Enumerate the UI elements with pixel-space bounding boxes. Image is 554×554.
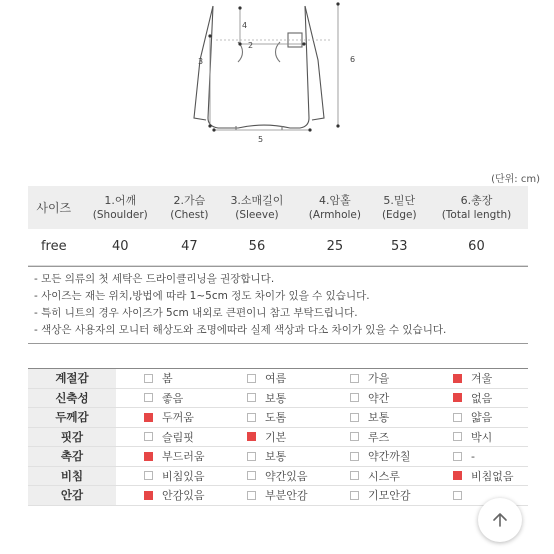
unchecked-box-icon [144,471,153,480]
attribute-option [116,487,219,503]
unchecked-box-icon [247,452,256,461]
attribute-row [28,369,528,389]
marker-3: 3 [198,57,204,66]
sweater-outline [194,6,324,130]
attribute-option [322,487,425,503]
attribute-option [425,370,528,386]
note-item: - 모든 의류의 첫 세탁은 드라이클리닝을 권장합니다. [34,273,275,285]
attribute-option-label: 보통 [265,450,287,464]
size-row-free [28,229,528,265]
attribute-option [116,409,219,425]
marker-4: 4 [242,21,248,30]
attribute-label: 핏감 [28,428,116,447]
attribute-option-label: 얇음 [471,411,493,425]
note-item: - 색상은 사용자의 모니터 해상도와 조명에따라 실제 색상과 다소 차이가 있을 수 있습니다. [34,324,447,336]
header-shoulder: 1.어깨 (Shoulder) [80,186,161,229]
attribute-label: 비침 [28,467,116,486]
size-cell: 25 [296,229,373,265]
attribute-option [116,370,219,386]
attribute-option-label: 두꺼움 [162,411,194,425]
care-notes [28,266,528,344]
checked-box-icon [144,491,153,500]
checked-box-icon [453,374,462,383]
header-edge: 5.밑단 (Edge) [374,186,425,229]
unchecked-box-icon [350,393,359,402]
arrow-up-icon [491,511,509,529]
attribute-option-label: 부분안감 [265,489,308,503]
unchecked-box-icon [247,413,256,422]
size-header-row [28,186,528,229]
attribute-option [219,468,322,484]
attribute-option-label: 비침있음 [162,469,205,483]
attribute-label: 두께감 [28,408,116,427]
attribute-option [322,409,425,425]
attribute-option-label: 약간있음 [265,469,308,483]
attribute-row [28,486,528,506]
note-item: - 특히 니트의 경우 사이즈가 5cm 내외로 큰편이니 참고 부탁드립니다. [34,307,358,319]
checked-box-icon [453,471,462,480]
attribute-option [425,409,528,425]
size-cell: free [28,229,80,265]
unchecked-box-icon [453,413,462,422]
marker-6: 6 [350,55,356,64]
checked-box-icon [144,413,153,422]
unchecked-box-icon [350,413,359,422]
attribute-option [322,468,425,484]
unchecked-box-icon [144,393,153,402]
attribute-row [28,389,528,409]
attribute-table [28,368,528,506]
attribute-option-label: 약간까칠 [368,450,411,464]
attribute-option-label: 박시 [471,430,493,444]
unchecked-box-icon [247,374,256,383]
unchecked-box-icon [350,491,359,500]
attribute-option-label: 없음 [471,391,493,405]
attribute-option-label: 비침없음 [471,469,514,483]
garment-diagram [0,0,554,150]
attribute-option [116,390,219,406]
attribute-option-label: 시스루 [368,469,400,483]
attribute-option [425,491,528,500]
attribute-row [28,447,528,467]
attribute-option [116,468,219,484]
attribute-option [425,390,528,406]
attribute-option [425,429,528,445]
checked-box-icon [247,432,256,441]
unchecked-box-icon [350,374,359,383]
attribute-option-label: 부드러움 [162,450,205,464]
size-cell: 53 [374,229,425,265]
size-cell: 47 [161,229,218,265]
note-item: - 사이즈는 재는 위치,방법에 따라 1~5cm 정도 차이가 있을 수 있습니다. [34,290,370,302]
attribute-option [219,390,322,406]
unchecked-box-icon [247,491,256,500]
size-cell: 40 [80,229,161,265]
attribute-label: 신축성 [28,389,116,408]
unchecked-box-icon [350,452,359,461]
attribute-option-label: 보통 [368,411,390,425]
attribute-option-label: 슬림핏 [162,430,194,444]
unit-label: (단위: cm) [491,174,540,185]
checked-box-icon [453,393,462,402]
attribute-option-label: 안감있음 [162,489,205,503]
attribute-option [116,448,219,464]
marker-5: 5 [258,135,264,144]
attribute-option [219,370,322,386]
unchecked-box-icon [350,432,359,441]
attribute-option-label: 봄 [162,372,173,386]
header-chest: 2.가슴 (Chest) [161,186,218,229]
size-cell: 60 [425,229,528,265]
attribute-option [425,450,528,463]
attribute-option-label: 보통 [265,391,287,405]
unchecked-box-icon [350,471,359,480]
attribute-option [322,429,425,445]
attribute-row [28,467,528,487]
attribute-option [219,448,322,464]
unchecked-box-icon [247,471,256,480]
attribute-option-label: 좋음 [162,391,184,405]
attribute-option-label: 기모안감 [368,489,411,503]
attribute-option-label: 도톰 [265,411,287,425]
attribute-option-label: 기본 [265,430,287,444]
unchecked-box-icon [453,452,462,461]
attribute-option [322,390,425,406]
attribute-option-label: 루즈 [368,430,390,444]
unchecked-box-icon [144,374,153,383]
attribute-label: 촉감 [28,447,116,466]
attribute-option-label: - [471,449,475,463]
attribute-option [425,468,528,484]
attribute-option [219,429,322,445]
header-size: 사이즈 [28,186,80,229]
marker-2: 2 [248,41,254,50]
attribute-option [322,370,425,386]
attribute-option [116,429,219,445]
unchecked-box-icon [453,432,462,441]
header-sleeve: 3.소매길이 (Sleeve) [218,186,297,229]
attribute-option-label: 여름 [265,372,287,386]
scroll-top-button[interactable] [478,498,522,542]
measure-points [208,2,339,131]
unchecked-box-icon [144,432,153,441]
attribute-option-label: 약간 [368,391,390,405]
checked-box-icon [144,452,153,461]
attribute-label: 계절감 [28,369,116,388]
attribute-option-label: 가을 [368,372,390,386]
header-total-length: 6.총장 (Total length) [425,186,528,229]
header-armhole: 4.암홀 (Armhole) [296,186,373,229]
attribute-option-label: 겨울 [471,372,493,386]
attribute-row [28,408,528,428]
size-cell: 56 [218,229,297,265]
attribute-option [219,409,322,425]
attribute-label: 안감 [28,486,116,505]
unchecked-box-icon [247,393,256,402]
attribute-row [28,428,528,448]
attribute-option [219,487,322,503]
attribute-option [322,448,425,464]
unchecked-box-icon [453,491,462,500]
size-table [28,186,528,266]
